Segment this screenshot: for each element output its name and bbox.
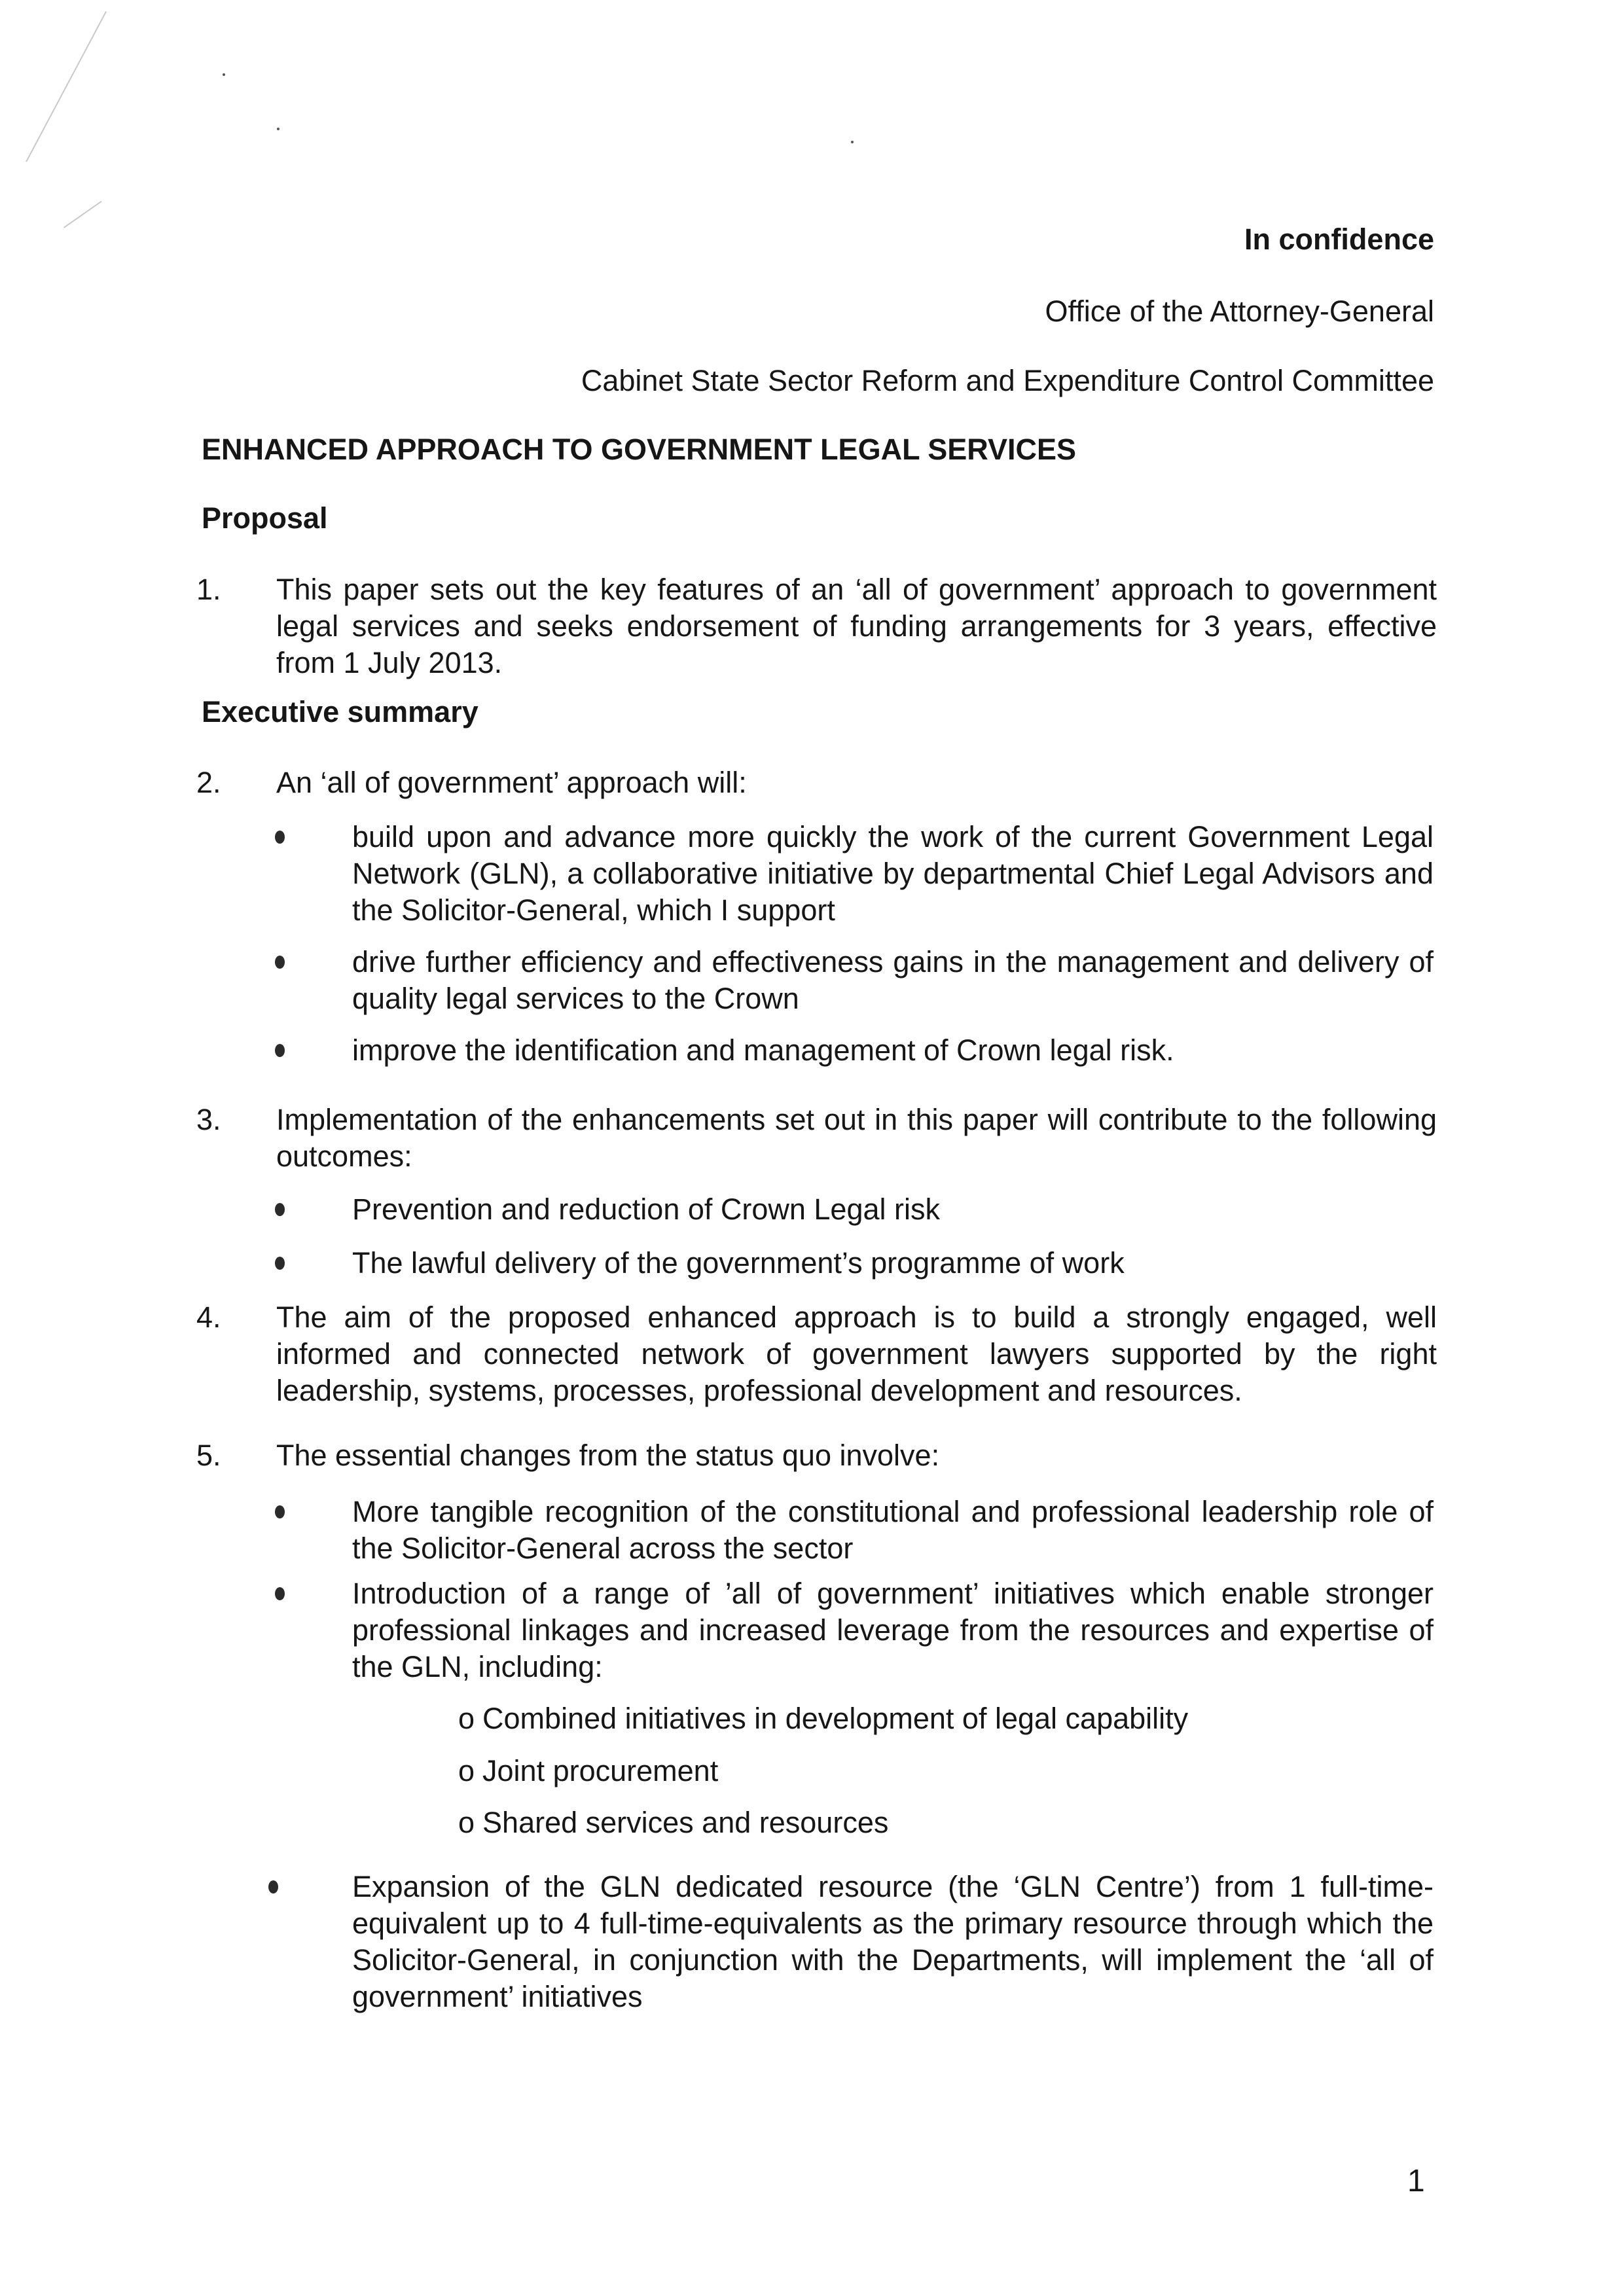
bullet-item: [275, 819, 1434, 929]
bullet-icon: [275, 956, 285, 969]
paragraph-text: The aim of the proposed enhanced approach is to build a strongly engaged, well informed and connected network of government lawyers supported by the right leadership, systems, processes, professional development and resources.: [276, 1300, 1437, 1407]
bullet-icon: [275, 1587, 285, 1600]
bullet-icon: [268, 1880, 278, 1893]
bullet-item: [275, 944, 1434, 1017]
bullet-text: More tangible recognition of the constitutional and professional leadership role of the Solicitor-General across the sector: [352, 1495, 1434, 1565]
bullet-item: [275, 1575, 1434, 1685]
paragraph-number: 3.: [196, 1103, 221, 1136]
office-line: Office of the Attorney-General: [1045, 295, 1434, 328]
paragraph-4: [196, 1299, 1437, 1409]
bullet-icon: [275, 1044, 285, 1057]
scan-artifact-line: [26, 11, 107, 162]
bullet-item: [275, 1032, 1434, 1069]
bullet-text: Expansion of the GLN dedicated resource (the ‘GLN Centre’) from 1 full-time-equivalent up to 4 full-time-equivalents as the primary resource through which the Solicitor-General, in conjunction with the Departments, will implement the ‘all of government’ initiatives: [352, 1870, 1434, 2013]
paragraph-5: [196, 1437, 1437, 1474]
scan-artifact-line: [63, 201, 101, 228]
paragraph-1: [196, 571, 1437, 681]
paragraph-number: 4.: [196, 1300, 221, 1334]
sub-bullet-text: Shared services and resources: [482, 1806, 889, 1839]
bullet-item: [268, 1869, 1434, 2015]
scan-artifact-dot: [277, 128, 280, 130]
sub-bullet-item: [458, 1804, 888, 1841]
paragraph-number: 2.: [196, 766, 221, 799]
bullet-text: improve the identification and management of Crown legal risk.: [352, 1033, 1174, 1067]
scan-artifact-dot: [851, 141, 854, 143]
bullet-text: drive further efficiency and effectiveness gains in the management and delivery of quality legal services to the Crown: [352, 945, 1434, 1015]
sub-bullet-text: Joint procurement: [482, 1754, 719, 1787]
circle-bullet-icon: o: [458, 1702, 475, 1735]
section-heading-proposal: Proposal: [202, 501, 328, 535]
bullet-item: [275, 1245, 1434, 1282]
sub-bullet-item: [458, 1700, 1188, 1737]
bullet-text: build upon and advance more quickly the work of the current Government Legal Network (GLN), a collaborative initiative by departmental Chief Legal Advisors and the Solicitor-General, which I support: [352, 820, 1434, 927]
paragraph-text: This paper sets out the key features of an ‘all of government’ approach to government legal services and seeks endorsement of funding arrangements for 3 years, effective from 1 July 2013.: [276, 573, 1437, 679]
classification-label: In confidence: [1244, 223, 1434, 256]
bullet-icon: [275, 1257, 285, 1270]
document-title: ENHANCED APPROACH TO GOVERNMENT LEGAL SERVICES: [202, 433, 1077, 466]
bullet-icon: [275, 831, 285, 844]
page-number: 1: [1407, 2164, 1425, 2198]
paragraph-number: 5.: [196, 1439, 221, 1472]
paragraph-text: An ‘all of government’ approach will:: [276, 766, 747, 799]
bullet-text: The lawful delivery of the government’s programme of work: [352, 1246, 1125, 1280]
bullet-item: [275, 1191, 1434, 1228]
paragraph-3: [196, 1102, 1437, 1175]
bullet-icon: [275, 1505, 285, 1518]
section-heading-executive-summary: Executive summary: [202, 695, 478, 728]
bullet-text: Prevention and reduction of Crown Legal risk: [352, 1193, 941, 1226]
scan-artifact-dot: [223, 73, 225, 76]
bullet-item: [275, 1494, 1434, 1567]
circle-bullet-icon: o: [458, 1806, 475, 1839]
committee-line: Cabinet State Sector Reform and Expenditure Control Committee: [581, 364, 1434, 397]
paragraph-text: The essential changes from the status quo involve:: [276, 1439, 940, 1472]
bullet-icon: [275, 1203, 285, 1216]
sub-bullet-item: [458, 1753, 718, 1789]
paragraph-text: Implementation of the enhancements set out in this paper will contribute to the following outcomes:: [276, 1103, 1437, 1173]
bullet-text: Introduction of a range of ’all of government’ initiatives which enable stronger professional linkages and increased leverage from the resources and expertise of the GLN, including:: [352, 1577, 1434, 1683]
circle-bullet-icon: o: [458, 1754, 475, 1787]
paragraph-number: 1.: [196, 573, 221, 606]
sub-bullet-text: Combined initiatives in development of legal capability: [482, 1702, 1189, 1735]
paragraph-2: [196, 764, 1437, 801]
